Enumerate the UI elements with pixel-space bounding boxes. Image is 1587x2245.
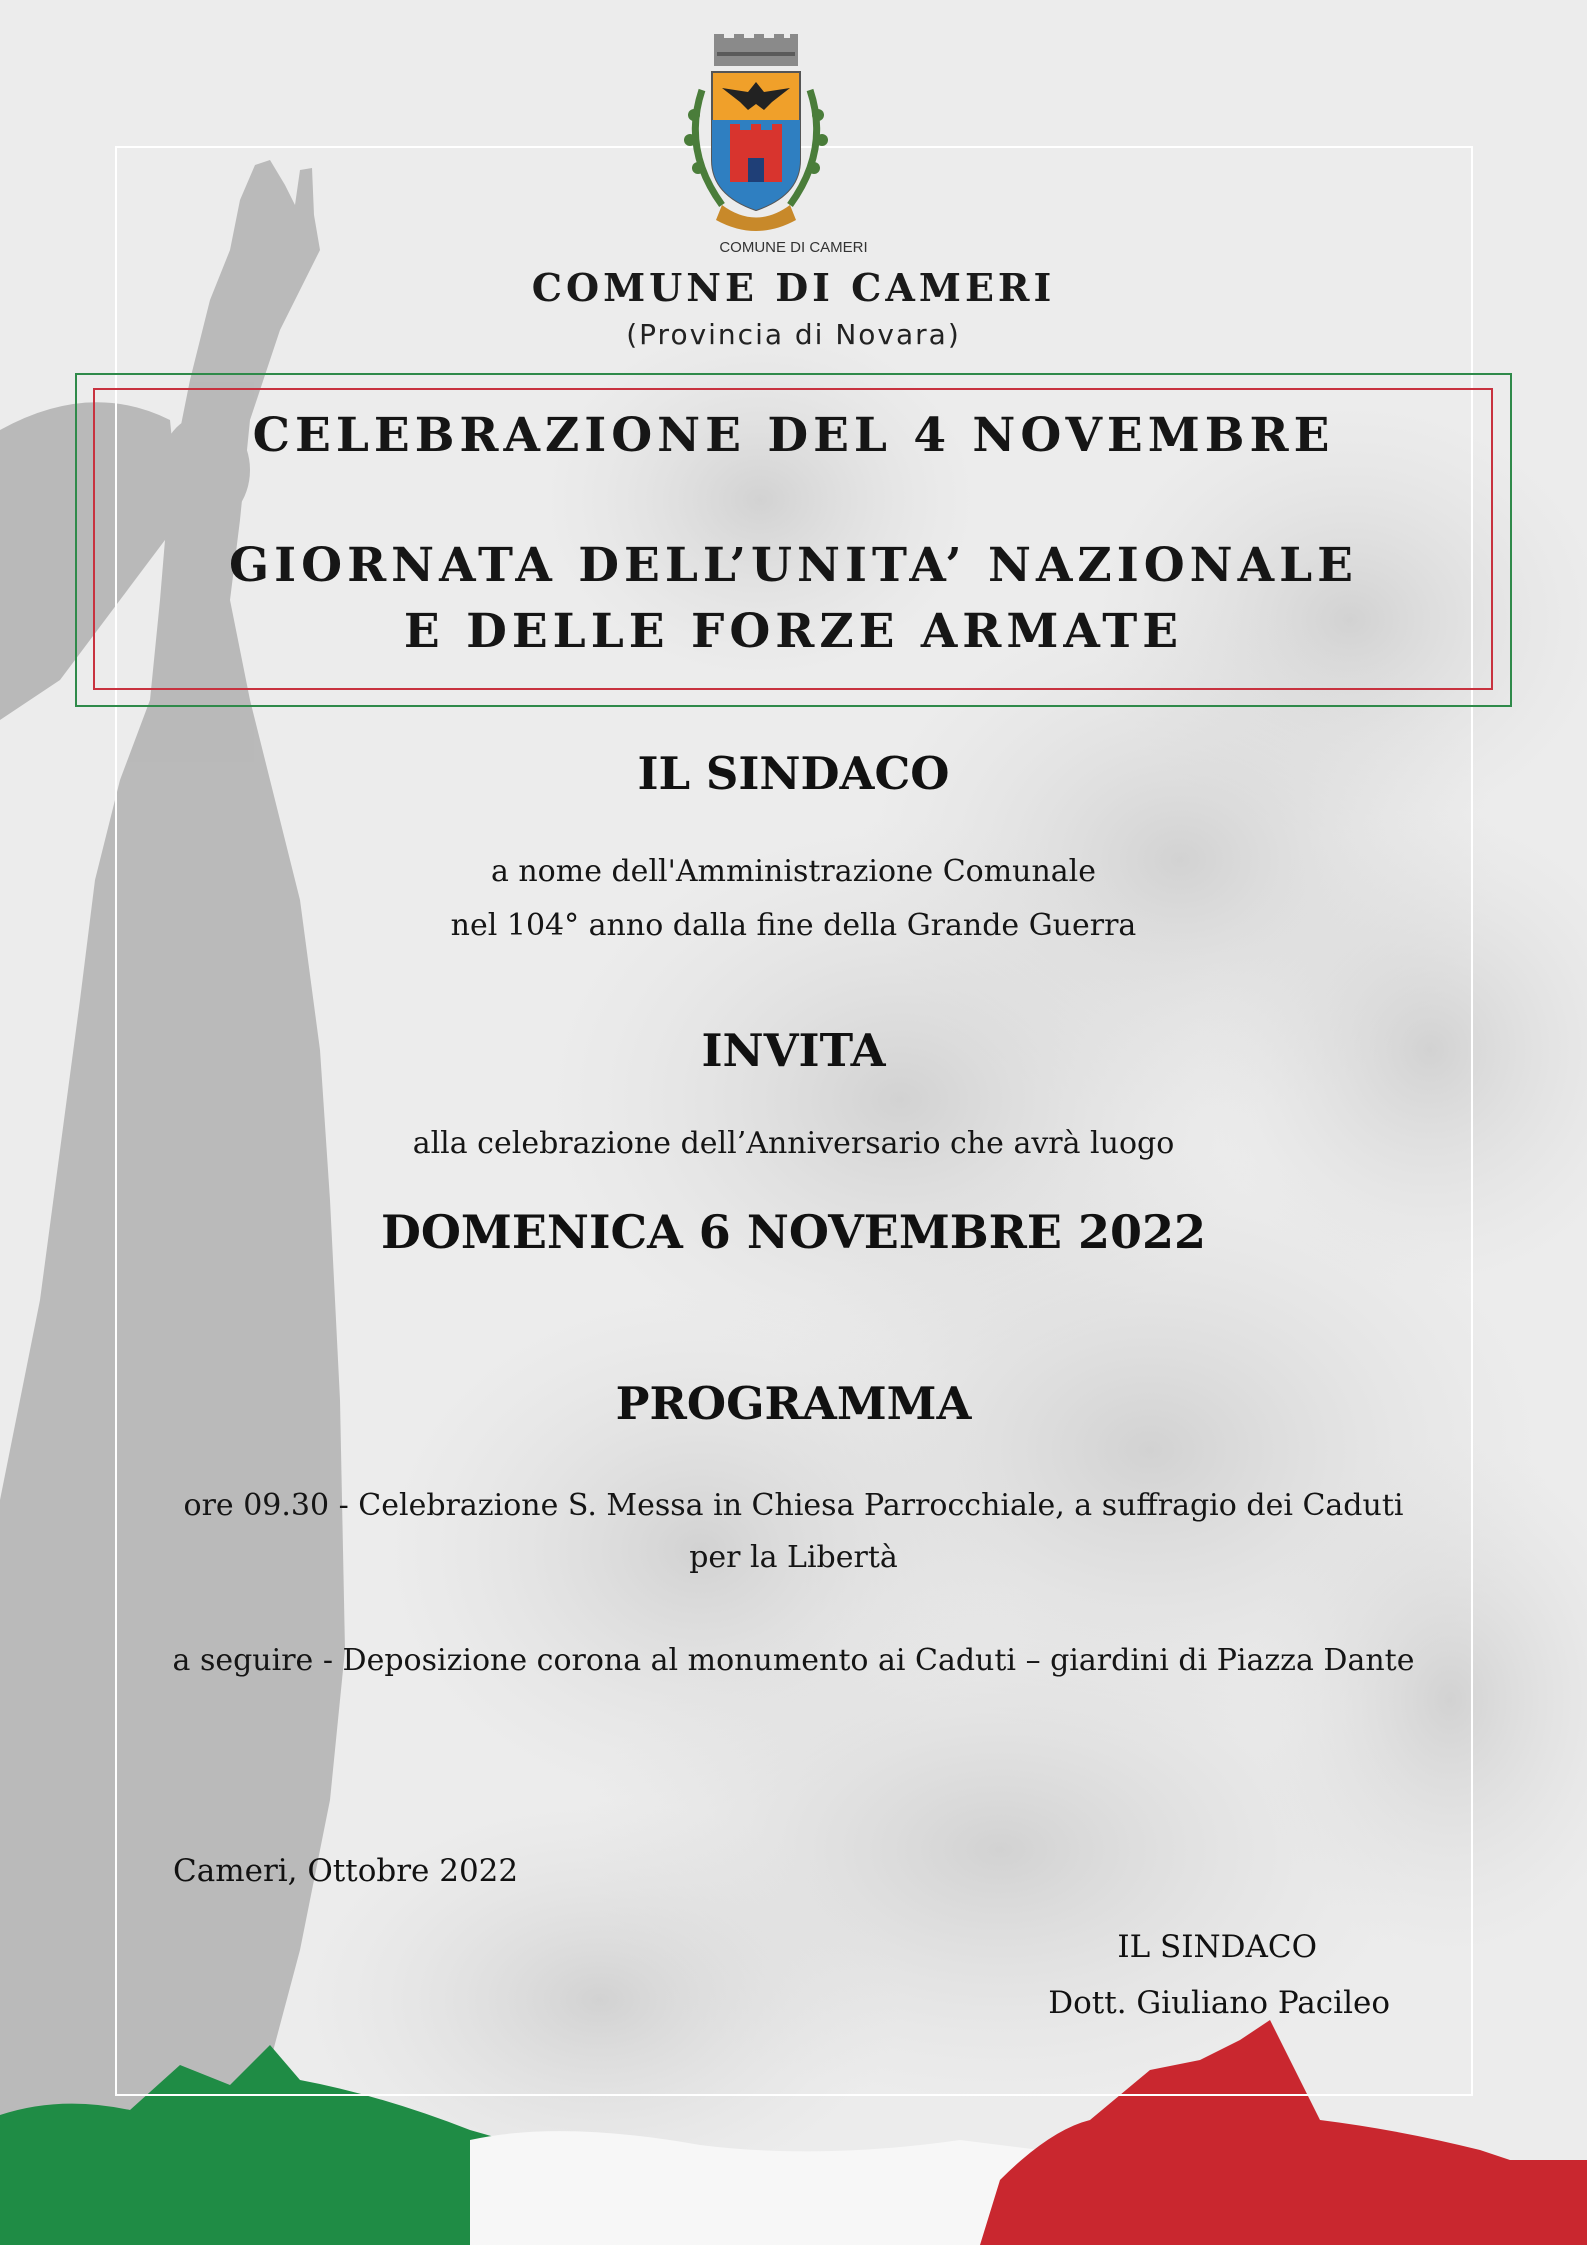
intro-line-2: nel 104° anno dalla fine della Grande Guerra [450,908,1137,943]
program-item-1-line-2: per la Libertà [689,1540,898,1575]
event-date: DOMENICA 6 NOVEMBRE 2022 [380,1205,1207,1259]
program-item-2: a seguire - Deposizione corona al monumento ai Caduti – giardini di Piazza Dante [172,1643,1415,1678]
title-line-2: GIORNATA DELL’UNITA’ NAZIONALE [229,538,1358,593]
place-date: Cameri, Ottobre 2022 [173,1853,519,1889]
signature-name: Dott. Giuliano Pacileo [1048,1985,1390,2021]
sindaco-heading: IL SINDACO [637,747,950,800]
invita-heading: INVITA [701,1024,886,1077]
programma-heading: PROGRAMMA [615,1377,972,1430]
signature-role: IL SINDACO [1117,1929,1317,1965]
title-line-1: CELEBRAZIONE DEL 4 NOVEMBRE [252,408,1335,463]
invita-text: alla celebrazione dell’Anniversario che avrà luogo [412,1126,1175,1161]
crest-caption: COMUNE DI CAMERI [719,239,868,256]
coat-of-arms-icon [672,30,840,240]
title-line-3: E DELLE FORZE ARMATE [403,604,1184,659]
provincia-name: (Provincia di Novara) [626,318,961,351]
intro-line-1: a nome dell'Amministrazione Comunale [490,854,1097,889]
comune-name: COMUNE DI CAMERI [531,265,1056,310]
program-item-1-line-1: ore 09.30 - Celebrazione S. Messa in Chiesa Parrocchiale, a suffragio dei Caduti [183,1488,1404,1523]
